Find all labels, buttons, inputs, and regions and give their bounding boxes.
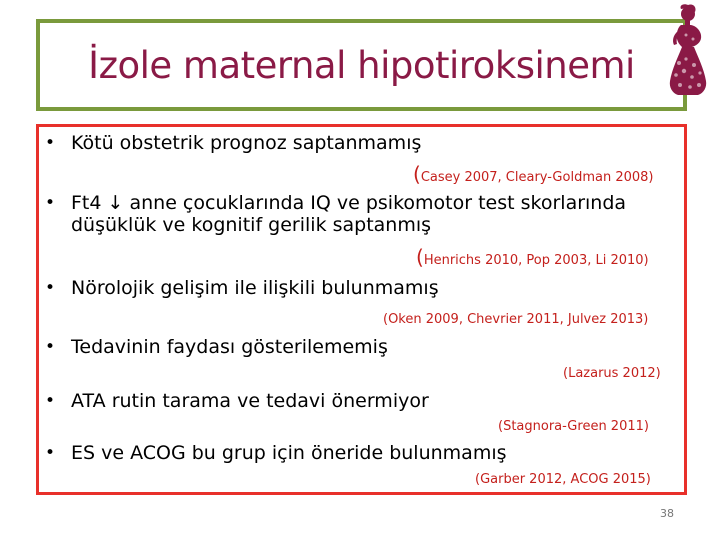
bullet-dot: • xyxy=(45,337,56,357)
slide-title: İzole maternal hipotiroksinemi xyxy=(88,43,635,87)
bullet-text: ATA rutin tarama ve tedavi önermiyor xyxy=(71,390,429,412)
reference-citation: (Casey 2007, Cleary-Goldman 2008) xyxy=(413,162,654,186)
title-box xyxy=(36,19,687,111)
pregnant-woman-silhouette-icon xyxy=(664,3,710,99)
reference-citation: (Henrichs 2010, Pop 2003, Li 2010) xyxy=(416,245,649,269)
reference-citation: (Garber 2012, ACOG 2015) xyxy=(475,472,651,487)
bullet-text: ES ve ACOG bu grup için öneride bulunmamış xyxy=(71,442,507,464)
reference-citation: (Stagnora-Green 2011) xyxy=(498,419,649,434)
bullet-text: Nörolojik gelişim ile ilişkili bulunmamış xyxy=(71,277,439,299)
bullet-dot: • xyxy=(45,391,56,411)
reference-citation: (Oken 2009, Chevrier 2011, Julvez 2013) xyxy=(383,312,649,327)
bullet-dot: • xyxy=(45,443,56,463)
content-box xyxy=(36,124,687,495)
bullet-dot: • xyxy=(45,193,56,213)
page-number: 38 xyxy=(660,507,674,520)
bullet-dot: • xyxy=(45,133,56,153)
reference-citation: (Lazarus 2012) xyxy=(563,366,661,381)
bullet-text-line1: Ft4 ↓ anne çocuklarında IQ ve psikomotor test skorlarında xyxy=(71,192,627,214)
bullet-text: Tedavinin faydası gösterilememiş xyxy=(71,336,388,358)
bullet-text-line2: düşüklük ve kognitif gerilik saptanmış xyxy=(71,214,432,236)
bullet-dot: • xyxy=(45,278,56,298)
bullet-text: Kötü obstetrik prognoz saptanmamış xyxy=(71,132,422,154)
